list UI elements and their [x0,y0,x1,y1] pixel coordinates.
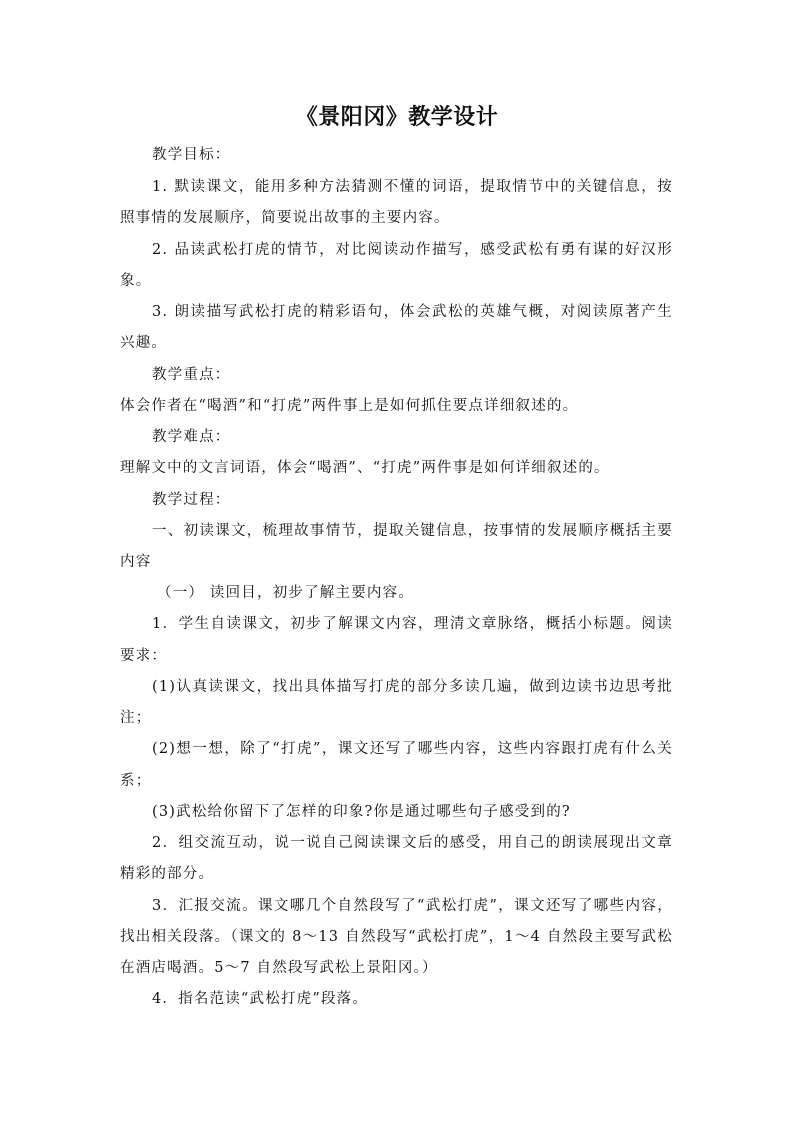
step-1-line-2: 要求： [120,648,168,664]
document-title: 《景阳冈》教学设计 [295,105,499,130]
step-3-line-2: 找出相关段落。（课文的 8～13 自然段写“武松打虎”，1～4 自然段主要写武松 [120,929,673,945]
requirement-3: (3)武松给你留下了怎样的印象?你是通过哪些句子感受到的? [152,804,571,820]
key-points-heading: 教学重点： [152,367,231,383]
step-2-line-1: 2．组交流互动，说一说自己阅读课文后的感受，用自己的朗读展现出文章 [152,835,673,851]
section-1-line-1: 一、初读课文，梳理故事情节，提取关键信息，按事情的发展顺序概括主要 [152,523,673,539]
process-heading: 教学过程： [152,492,231,508]
subsection-1: （一） 读回目，初步了解主要内容。 [157,585,415,601]
goal-2-line-1: 2. 品读武松打虎的情节，对比阅读动作描写，感受武松有勇有谋的好汉形 [152,242,673,258]
key-points-text: 体会作者在“喝酒”和“打虎”两件事上是如何抓住要点详细叙述的。 [120,398,579,414]
step-1-line-1: 1．学生自读课文，初步了解课文内容，理清文章脉络，概括小标题。阅读 [152,616,673,632]
section-1-line-2: 内容 [120,554,152,570]
difficulty-text: 理解文中的文言词语，体会“喝酒”、“打虎”两件事是如何详细叙述的。 [120,460,610,476]
step-4: 4．指名范读“武松打虎”段落。 [152,991,369,1007]
requirement-1-line-1: (1)认真读课文，找出具体描写打虎的部分多读几遍，做到边读书边思考批 [152,679,673,695]
goal-2-line-2: 象。 [120,273,152,289]
step-2-line-2: 精彩的部分。 [120,866,215,882]
goal-1-line-2: 照事情的发展顺序，简要说出故事的主要内容。 [120,210,450,226]
requirement-1-line-2: 注； [120,710,152,726]
goal-1-line-1: 1. 默读课文，能用多种方法猜测不懂的词语，提取情节中的关键信息，按 [152,179,673,195]
requirement-2-line-1: (2)想一想，除了“打虎”，课文还写了哪些内容，这些内容跟打虎有什么关 [152,741,673,757]
step-3-line-3: 在酒店喝酒。5～7 自然段写武松上景阳冈。） [120,960,438,976]
goals-heading: 教学目标： [152,147,231,163]
goal-3-line-2: 兴趣。 [120,335,168,351]
difficulty-heading: 教学难点： [152,429,231,445]
goal-3-line-1: 3. 朗读描写武松打虎的精彩语句，体会武松的英雄气概，对阅读原著产生 [152,304,673,320]
step-3-line-1: 3．汇报交流。课文哪几个自然段写了“武松打虎”，课文还写了哪些内容， [152,898,673,914]
requirement-2-line-2: 系； [120,773,152,789]
